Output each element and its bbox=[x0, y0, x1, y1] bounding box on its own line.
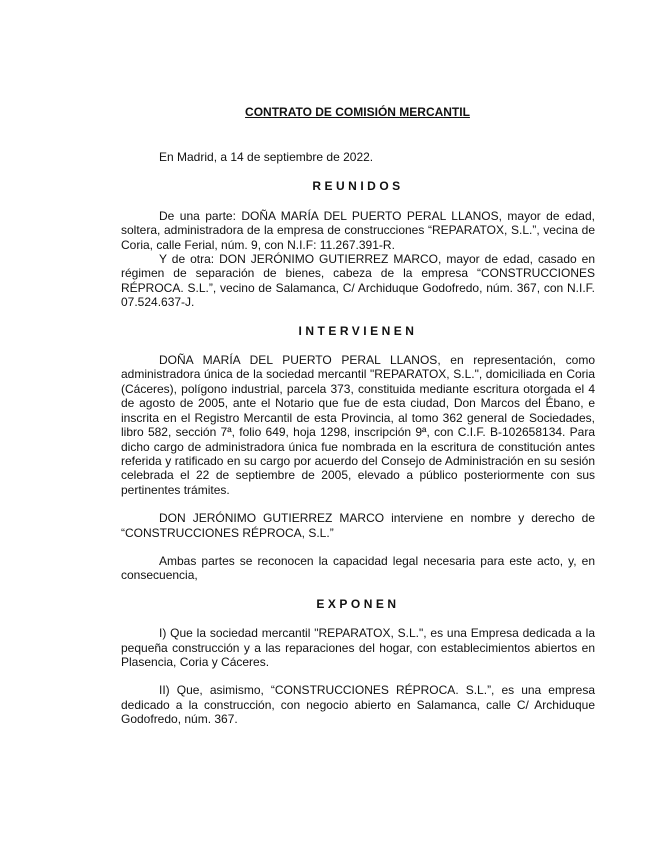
paragraph-intervienen-2: DON JERÓNIMO GUTIERREZ MARCO interviene en nombre y derecho de “CONSTRUCCIONES RÉPROCA, S.L.” bbox=[121, 511, 595, 540]
paragraph-intervienen-1: DOÑA MARÍA DEL PUERTO PERAL LLANOS, en representación, como administradora única de la sociedad mercantil "REPARATOX, S.L.", domiciliada en Coria (Cáceres), polígono industrial, parcela 373, constituida mediante escritura otorgada el 4 de agosto de 2005, ante el Notario que fue de esta ciudad, Don Marcos del Ébano, e inscrita en el Registro Mercantil de esta Provincia, al tomo 362 general de Sociedades, libro 582, sección 7ª, folio 649, hoja 1298, inscripción 9ª, con C.I.F. B-102658134. Para dicho cargo de administradora única fue nombrada en la escritura de constitución antes referida y ratificado en su cargo por acuerdo del Consejo de Administración en su sesión celebrada el 22 de septiembre de 2005, elevado a público posteriormente con sus pertinentes trámites. bbox=[121, 353, 595, 497]
paragraph-reunidos-2: Y de otra: DON JERÓNIMO GUTIERREZ MARCO, mayor de edad, casado en régimen de separación de bienes, cabeza de la empresa “CONSTRUCCIONES RÉPROCA. S.L.”, vecino de Salamanca, C/ Archiduque Godofredo, núm. 367, con N.I.F. 07.524.637-J. bbox=[121, 252, 595, 310]
document-body bbox=[121, 150, 595, 727]
paragraph-intervienen-3: Ambas partes se reconocen la capacidad legal necesaria para este acto, y, en consecuencia, bbox=[121, 553, 595, 583]
document-title: CONTRATO DE COMISIÓN MERCANTIL bbox=[245, 105, 470, 119]
paragraph-exponen-2: II) Que, asimismo, “CONSTRUCCIONES RÉPROCA. S.L.”, es una empresa dedicado a la construcción, con negocio abierto en Salamanca, calle C/ Archiduque Godofredo, núm. 367. bbox=[121, 683, 595, 727]
paragraph-reunidos-1: De una parte: DOÑA MARÍA DEL PUERTO PERAL LLANOS, mayor de edad, soltera, administradora de la empresa de construcciones “REPARATOX, S.L.”, vecina de Coria, calle Ferial, núm. 9, con N.I.F: 11.267.391-R. bbox=[121, 208, 595, 252]
paragraph-exponen-1: I) Que la sociedad mercantil "REPARATOX, S.L.", es una Empresa dedicada a la pequeña construcción y a las reparaciones del hogar, con establecimientos abiertos en Plasencia, Coria y Cáceres. bbox=[121, 626, 595, 669]
heading-exponen: EXPONEN bbox=[316, 596, 400, 611]
heading-reunidos: REUNIDOS bbox=[312, 179, 404, 194]
heading-intervienen: INTERVIENEN bbox=[298, 323, 418, 338]
date-line: En Madrid, a 14 de septiembre de 2022. bbox=[159, 150, 374, 164]
